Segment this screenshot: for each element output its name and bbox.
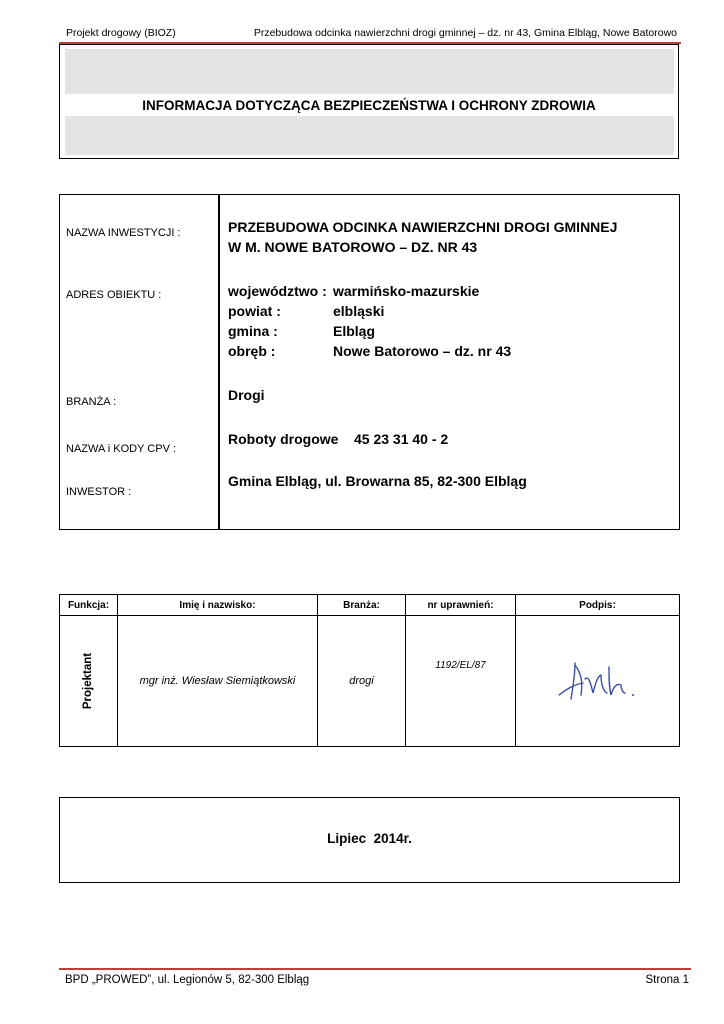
header-function: Funkcja: [60, 595, 118, 616]
cpv-label: NAZWA i KODY CPV : [66, 443, 177, 455]
address-line [228, 281, 511, 301]
address-key: powiat : [228, 303, 281, 319]
title-band-bottom [65, 116, 674, 155]
title-box [59, 44, 679, 159]
designer-branch: drogi [349, 675, 374, 687]
address-line [228, 301, 511, 321]
table-row [60, 616, 680, 747]
info-divider [218, 195, 220, 529]
investor-label: INWESTOR : [66, 486, 132, 498]
header-signature: Podpis: [516, 595, 680, 616]
address-line [228, 341, 511, 361]
investor-value: Gmina Elbląg, ul. Browarna 85, 82-300 Elbląg [228, 473, 527, 489]
date-box [59, 797, 680, 883]
license-number: 1192/EL/87 [435, 660, 486, 671]
signature-cell [516, 616, 680, 747]
title-band-top [65, 49, 674, 94]
address-value: Nowe Batorowo – dz. nr 43 [333, 343, 512, 359]
branch-label: BRANŻA : [66, 396, 117, 408]
signatures-table [59, 594, 680, 747]
address-block [228, 281, 511, 361]
header-branch: Branża: [318, 595, 406, 616]
header-name: Imię i nazwisko: [118, 595, 318, 616]
address-label: ADRES OBIEKTU : [66, 289, 162, 301]
header-license: nr uprawnień: [406, 595, 516, 616]
cpv-value: Roboty drogowe 45 23 31 40 - 2 [228, 431, 449, 447]
header-right: Przebudowa odcinka nawierzchni drogi gminnej – dz. nr 43, Gmina Elbląg, Nowe Batorowo [253, 27, 677, 39]
handwritten-signature [553, 655, 643, 705]
name-cell [118, 616, 318, 747]
designer-name: mgr inż. Wiesław Siemiątkowski [139, 675, 296, 687]
header-left: Projekt drogowy (BIOZ) [66, 27, 176, 39]
address-key: gmina : [228, 323, 278, 339]
document-title: INFORMACJA DOTYCZĄCA BEZPIECZEŃSTWA I OCHRONY ZDROWIA [142, 98, 596, 113]
investment-name [228, 217, 617, 257]
branch-value: Drogi [228, 387, 265, 403]
table-header-row [60, 595, 680, 616]
footer-rule [59, 968, 691, 970]
document-date: Lipiec 2014r. [327, 831, 412, 846]
investment-line-2: W M. NOWE BATOROWO – DZ. NR 43 [228, 239, 478, 255]
function-value: Projektant [82, 652, 95, 710]
license-cell [406, 616, 516, 747]
address-key: województwo : [228, 283, 327, 299]
project-info-box [59, 194, 680, 530]
branch-cell [318, 616, 406, 747]
footer-left: BPD „PROWED”, ul. Legionów 5, 82-300 Elbląg [65, 974, 310, 986]
address-value: Elbląg [333, 323, 376, 339]
function-cell [60, 616, 118, 747]
page-number: Strona 1 [645, 974, 689, 986]
investment-line-1: PRZEBUDOWA ODCINKA NAWIERZCHNI DROGI GMINNEJ [228, 219, 618, 235]
address-line [228, 321, 511, 341]
address-key: obręb : [228, 343, 276, 359]
investment-label: NAZWA INWESTYCJI : [66, 227, 181, 239]
address-value: elbląski [333, 303, 385, 319]
address-value: warmińsko-mazurskie [333, 283, 480, 299]
